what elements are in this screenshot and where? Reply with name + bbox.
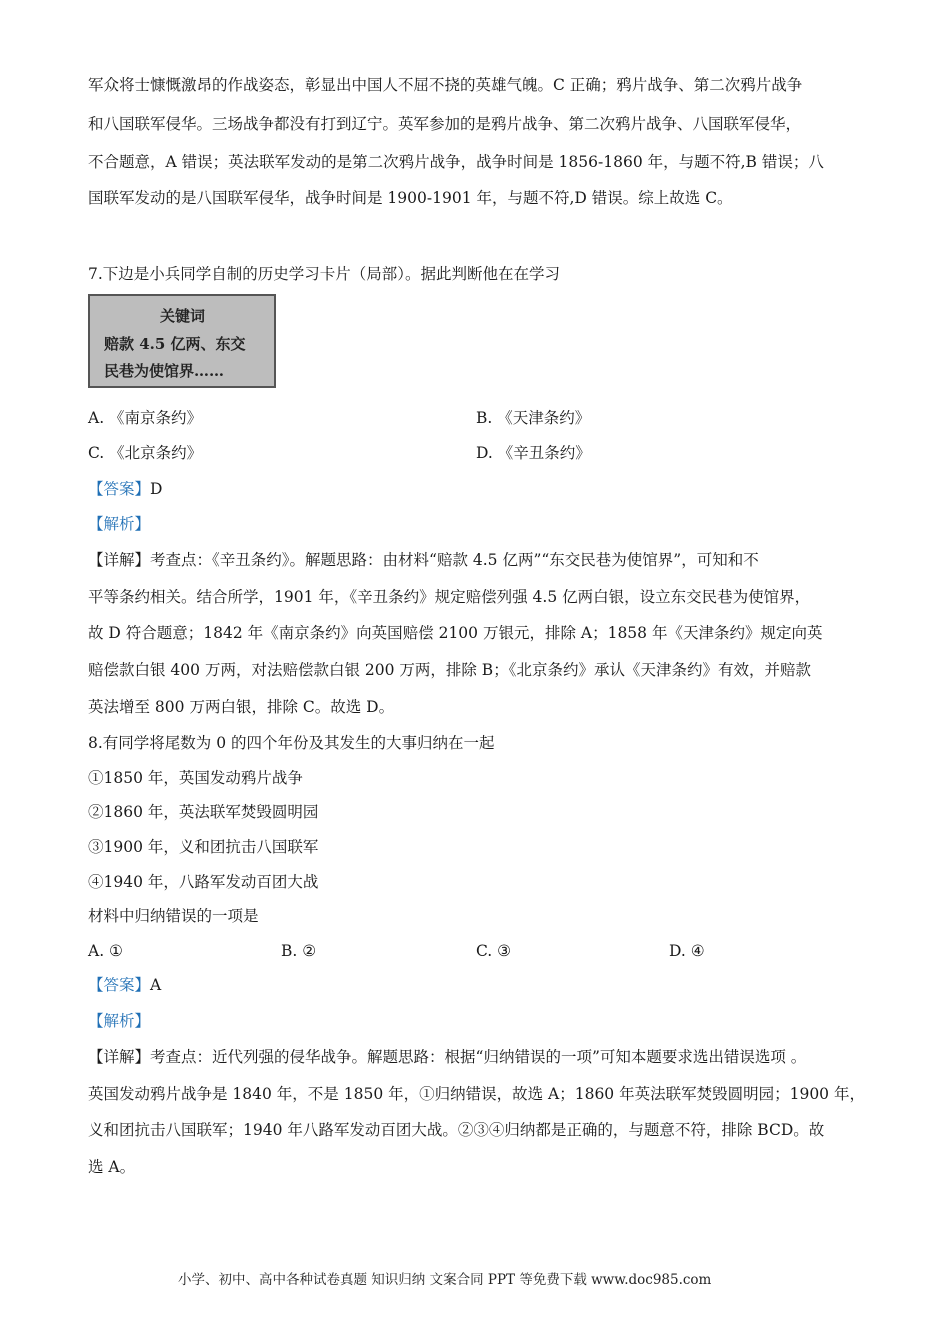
- q8-detail-line: 英国发动鸦片战争是 1840 年，不是 1850 年，①归纳错误，故选 A；1860 年英法联军焚毁圆明园；1900 年，: [88, 1085, 865, 1103]
- q7-option-a: A. 《南京条约》: [88, 409, 203, 427]
- q7-detail-line: [88, 549, 759, 571]
- q7-detail-line: 英法增至 800 万两白银，排除 C。故选 D。: [88, 698, 395, 716]
- paragraph-line: 国联军发动的是八国联军侵华，战争时间是 1900-1901 年，与题不符,D 错误。综上故选 C。: [88, 189, 733, 207]
- paragraph-line: 和八国联军侵华。三场战争都没有打到辽宁。英军参加的是鸦片战争、第二次鸦片战争、八国联军侵华，: [88, 115, 802, 133]
- answer-tag: 【答案】: [88, 480, 151, 498]
- answer-value: A: [150, 976, 162, 994]
- page-footer: 小学、初中、高中各种试卷真题 知识归纳 文案合同 PPT 等免费下载 www.doc985.com: [178, 1272, 712, 1288]
- q8-item: ③1900 年，义和团抗击八国联军: [88, 838, 319, 856]
- history-study-card-image: [88, 294, 276, 388]
- answer-value: D: [150, 480, 163, 498]
- detail-text: 考查点：《辛丑条约》。解题思路：由材料“赔款 4.5 亿两”“东交民巷为使馆界”，可知和不: [150, 551, 759, 569]
- card-title: 关键词: [160, 307, 206, 325]
- detail-tag: 【详解】: [88, 1048, 151, 1066]
- paragraph-line: 不合题意，A 错误；英法联军发动的是第二次鸦片战争，战争时间是 1856-1860 年，与题不符,B 错误；八: [88, 153, 824, 171]
- q8-option-b: B. ②: [281, 942, 317, 960]
- q8-answer: [88, 974, 161, 996]
- q8-analysis-tag: 【解析】: [88, 1012, 151, 1030]
- q7-detail-line: 故 D 符合题意；1842 年《南京条约》向英国赔偿 2100 万银元，排除 A；1858 年《天津条约》规定向英: [88, 624, 823, 642]
- q8-detail-line: [88, 1046, 806, 1068]
- q7-option-c: C. 《北京条约》: [88, 444, 203, 462]
- q8-detail-line: 选 A。: [88, 1158, 136, 1176]
- q8-stem: 8.有同学将尾数为 0 的四个年份及其发生的大事归纳在一起: [88, 734, 495, 752]
- q8-option-d: D. ④: [669, 942, 705, 960]
- q8-detail-line: 义和团抗击八国联军；1940 年八路军发动百团大战。②③④归纳都是正确的，与题意不符，排除 BCD。故: [88, 1121, 825, 1139]
- q8-option-c: C. ③: [476, 942, 512, 960]
- q7-detail-line: 平等条约相关。结合所学，1901 年，《辛丑条约》规定赔偿列强 4.5 亿两白银，设立东交民巷为使馆界，: [88, 588, 811, 606]
- q7-stem: 7.下边是小兵同学自制的历史学习卡片（局部）。据此判断他在在学习: [88, 265, 561, 283]
- paragraph-line: 军众将士慷慨激昂的作战姿态，彰显出中国人不屈不挠的英雄气魄。C 正确；鸦片战争、第二次鸦片战争: [88, 76, 803, 94]
- q7-option-d: D. 《辛丑条约》: [476, 444, 591, 462]
- detail-text: 考查点：近代列强的侵华战争。解题思路：根据“归纳错误的一项”可知本题要求选出错误选项 。: [150, 1048, 807, 1066]
- q7-answer: [88, 478, 162, 500]
- q8-option-a: A. ①: [88, 942, 123, 960]
- answer-tag: 【答案】: [88, 976, 151, 994]
- q8-item: ①1850 年，英国发动鸦片战争: [88, 769, 303, 787]
- detail-tag: 【详解】: [88, 551, 151, 569]
- q7-analysis-tag: 【解析】: [88, 515, 151, 533]
- q7-option-b: B. 《天津条约》: [476, 409, 591, 427]
- q7-detail-line: 赔偿款白银 400 万两，对法赔偿款白银 200 万两，排除 B；《北京条约》承认《天津条约》有效，并赔款: [88, 661, 811, 679]
- card-line: 民巷为使馆界……: [104, 362, 225, 380]
- q8-item: ④1940 年，八路军发动百团大战: [88, 873, 319, 891]
- q8-item: ②1860 年，英法联军焚毁圆明园: [88, 803, 319, 821]
- q8-question: 材料中归纳错误的一项是: [88, 907, 259, 925]
- card-line: 赔款 4.5 亿两、东交: [104, 335, 246, 353]
